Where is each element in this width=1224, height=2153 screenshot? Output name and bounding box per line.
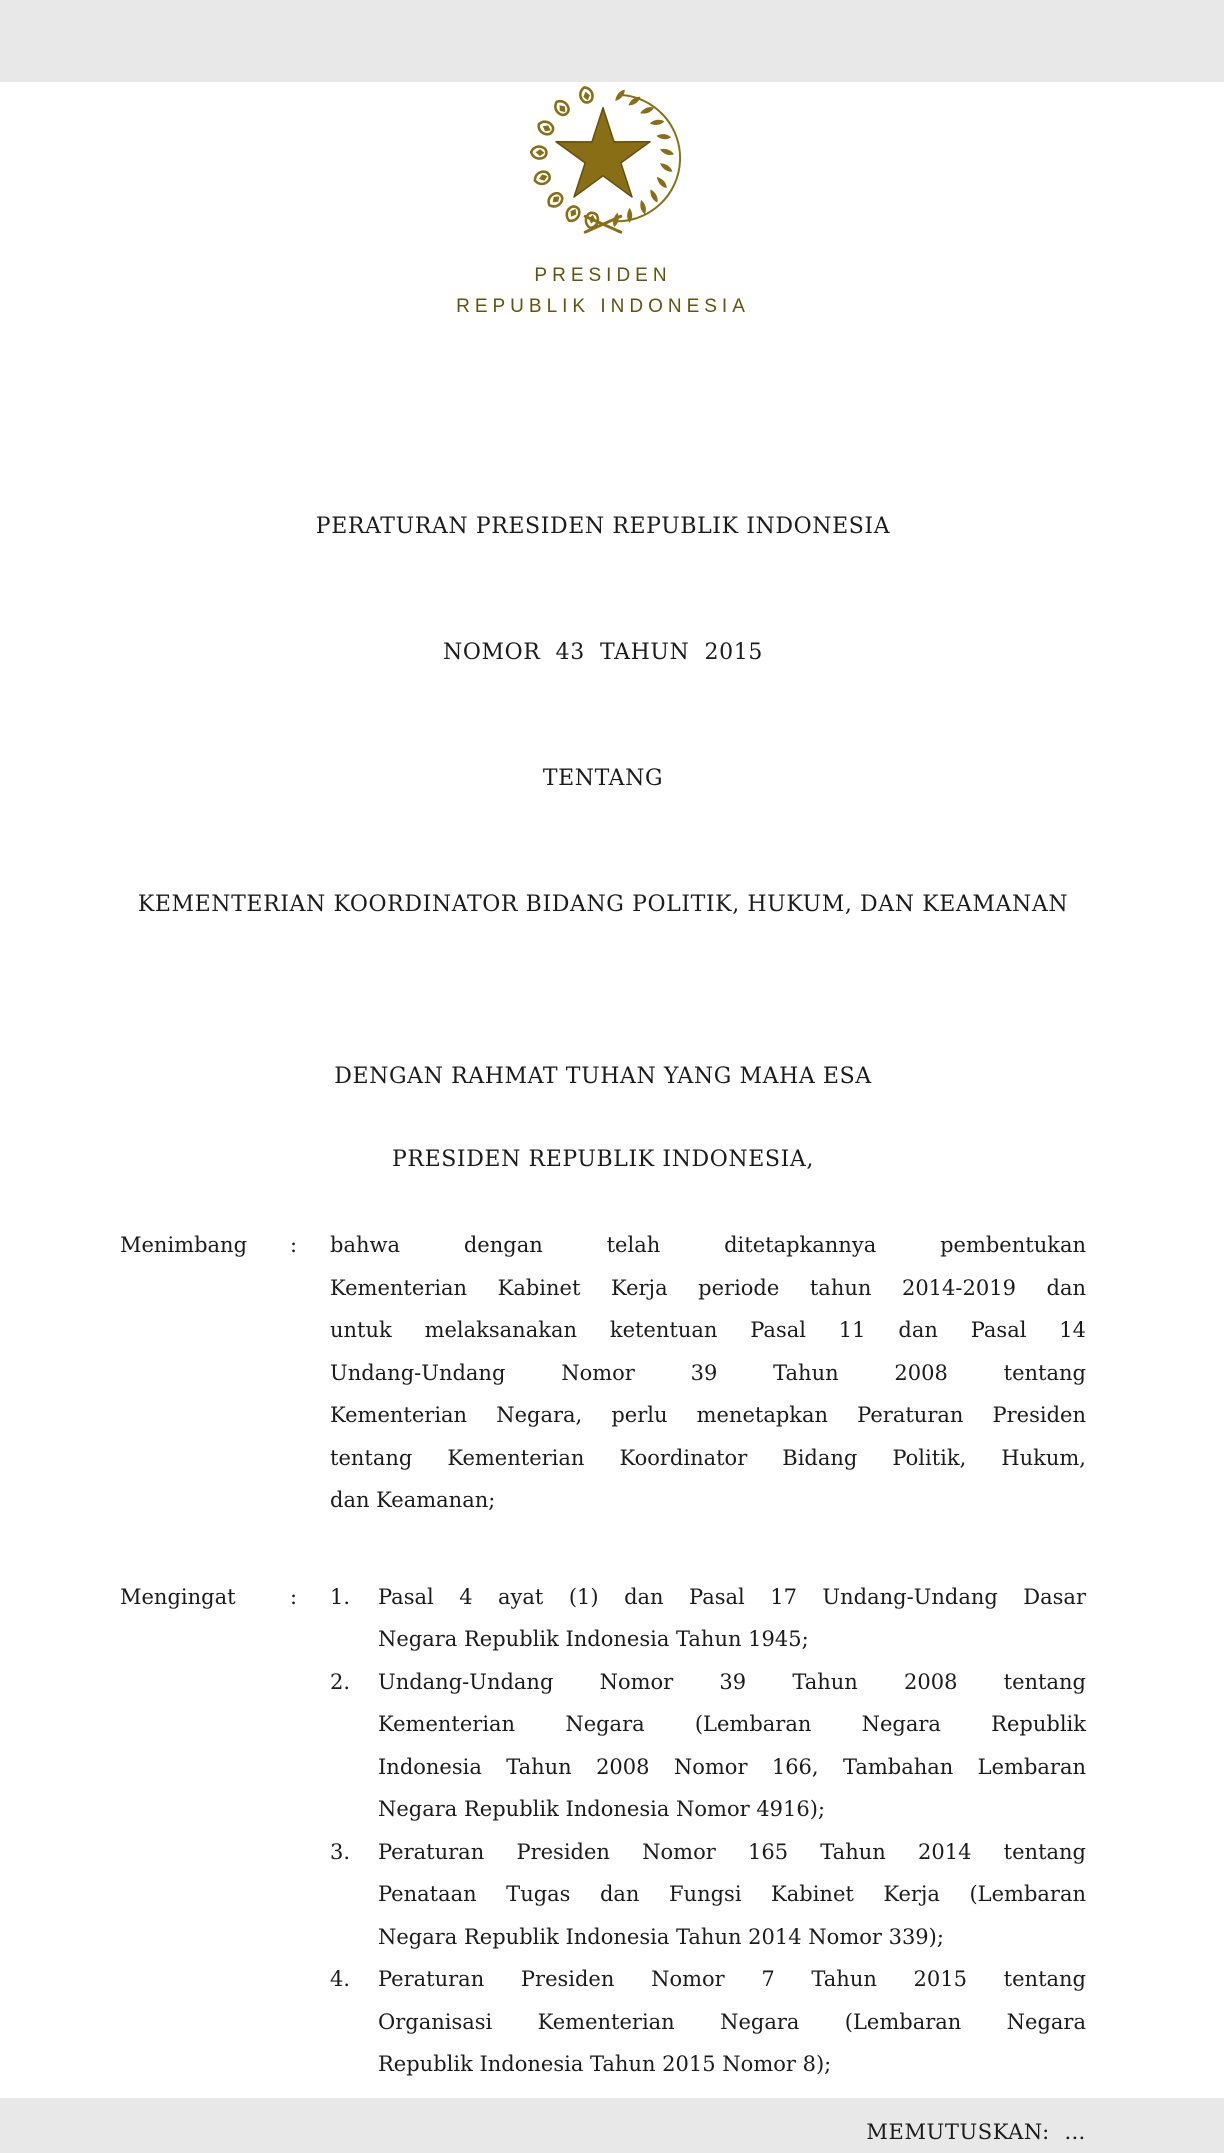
title-line-4: KEMENTERIAN KOORDINATOR BIDANG POLITIK, HUKUM, DAN KEAMANAN <box>137 892 1069 917</box>
clause-menimbang-colon: : <box>290 1233 298 1257</box>
legal-basis-item <box>330 1958 1086 2086</box>
clause-menimbang-body <box>330 1224 1086 1522</box>
menimbang-line: untuk melaksanakan ketentuan Pasal 11 dan Pasal 14 <box>330 1318 1086 1342</box>
legal-basis-line: Undang-Undang Nomor 39 Tahun 2008 tentang <box>378 1669 1086 1694</box>
legal-basis-item <box>330 1576 1086 1661</box>
legal-basis-line: Negara Republik Indonesia Nomor 4916); <box>378 1797 826 1821</box>
menimbang-line: Kementerian Kabinet Kerja periode tahun 2014-2019 dan <box>330 1275 1086 1300</box>
clause-menimbang <box>120 1224 1086 1522</box>
letterhead-line-presiden: PRESIDEN <box>534 265 672 286</box>
legal-basis-line: Negara Republik Indonesia Tahun 2014 Nomor 339); <box>378 1924 944 1949</box>
menimbang-line: tentang Kementerian Koordinator Bidang Politik, Hukum, <box>330 1445 1086 1470</box>
menimbang-line: bahwa dengan telah ditetapkannya pembentukan <box>330 1233 1086 1257</box>
item-number: 4. <box>330 1967 351 1991</box>
menimbang-line: Kementerian Negara, perlu menetapkan Peraturan Presiden <box>330 1403 1086 1427</box>
document-page <box>0 82 1224 2144</box>
invocation-line: DENGAN RAHMAT TUHAN YANG MAHA ESA <box>334 1064 872 1089</box>
issuer-line: PRESIDEN REPUBLIK INDONESIA, <box>392 1147 814 1172</box>
legal-basis-line: Peraturan Presiden Nomor 165 Tahun 2014 tentang <box>378 1839 1086 1864</box>
legal-basis-line: Kementerian Negara (Lembaran Negara Republik <box>378 1712 1086 1736</box>
clause-mengingat-body <box>330 1576 1086 2086</box>
star-icon <box>556 108 650 197</box>
legal-basis-line: Penataan Tugas dan Fungsi Kabinet Kerja (Lembaran <box>378 1882 1086 1906</box>
clause-menimbang-label: Menimbang <box>120 1233 248 1257</box>
letterhead-line-republik: REPUBLIK INDONESIA <box>456 296 750 317</box>
presidential-emblem-icon <box>524 82 682 240</box>
item-number: 2. <box>330 1669 351 1694</box>
legal-basis-item <box>330 1661 1086 1831</box>
clause-mengingat-colon: : <box>290 1584 298 1609</box>
legal-basis-item <box>330 1831 1086 1959</box>
legal-basis-line: Republik Indonesia Tahun 2015 Nomor 8); <box>378 2052 832 2076</box>
menimbang-line: dan Keamanan; <box>330 1488 496 1512</box>
clause-mengingat <box>120 1576 1086 2086</box>
clause-mengingat-label: Mengingat <box>120 1584 236 1609</box>
legal-basis-line: Peraturan Presiden Nomor 7 Tahun 2015 tentang <box>378 1967 1086 1991</box>
title-line-2: NOMOR 43 TAHUN 2015 <box>443 640 763 665</box>
letterhead <box>120 260 1086 322</box>
item-number: 3. <box>330 1839 351 1864</box>
legal-basis-line: Negara Republik Indonesia Tahun 1945; <box>378 1627 809 1651</box>
catchword-memutuskan: MEMUTUSKAN: … <box>866 2119 1086 2144</box>
menimbang-line: Undang-Undang Nomor 39 Tahun 2008 tentang <box>330 1360 1086 1385</box>
item-number: 1. <box>330 1584 351 1609</box>
title-line-1: PERATURAN PRESIDEN REPUBLIK INDONESIA <box>315 514 891 539</box>
legal-basis-line: Pasal 4 ayat (1) dan Pasal 17 Undang-Undang Dasar <box>378 1584 1086 1609</box>
title-line-3: TENTANG <box>542 766 664 791</box>
regulation-title <box>120 422 1086 1010</box>
legal-basis-line: Indonesia Tahun 2008 Nomor 166, Tambahan Lembaran <box>378 1754 1086 1779</box>
legal-basis-line: Organisasi Kementerian Negara (Lembaran Negara <box>378 2009 1086 2034</box>
